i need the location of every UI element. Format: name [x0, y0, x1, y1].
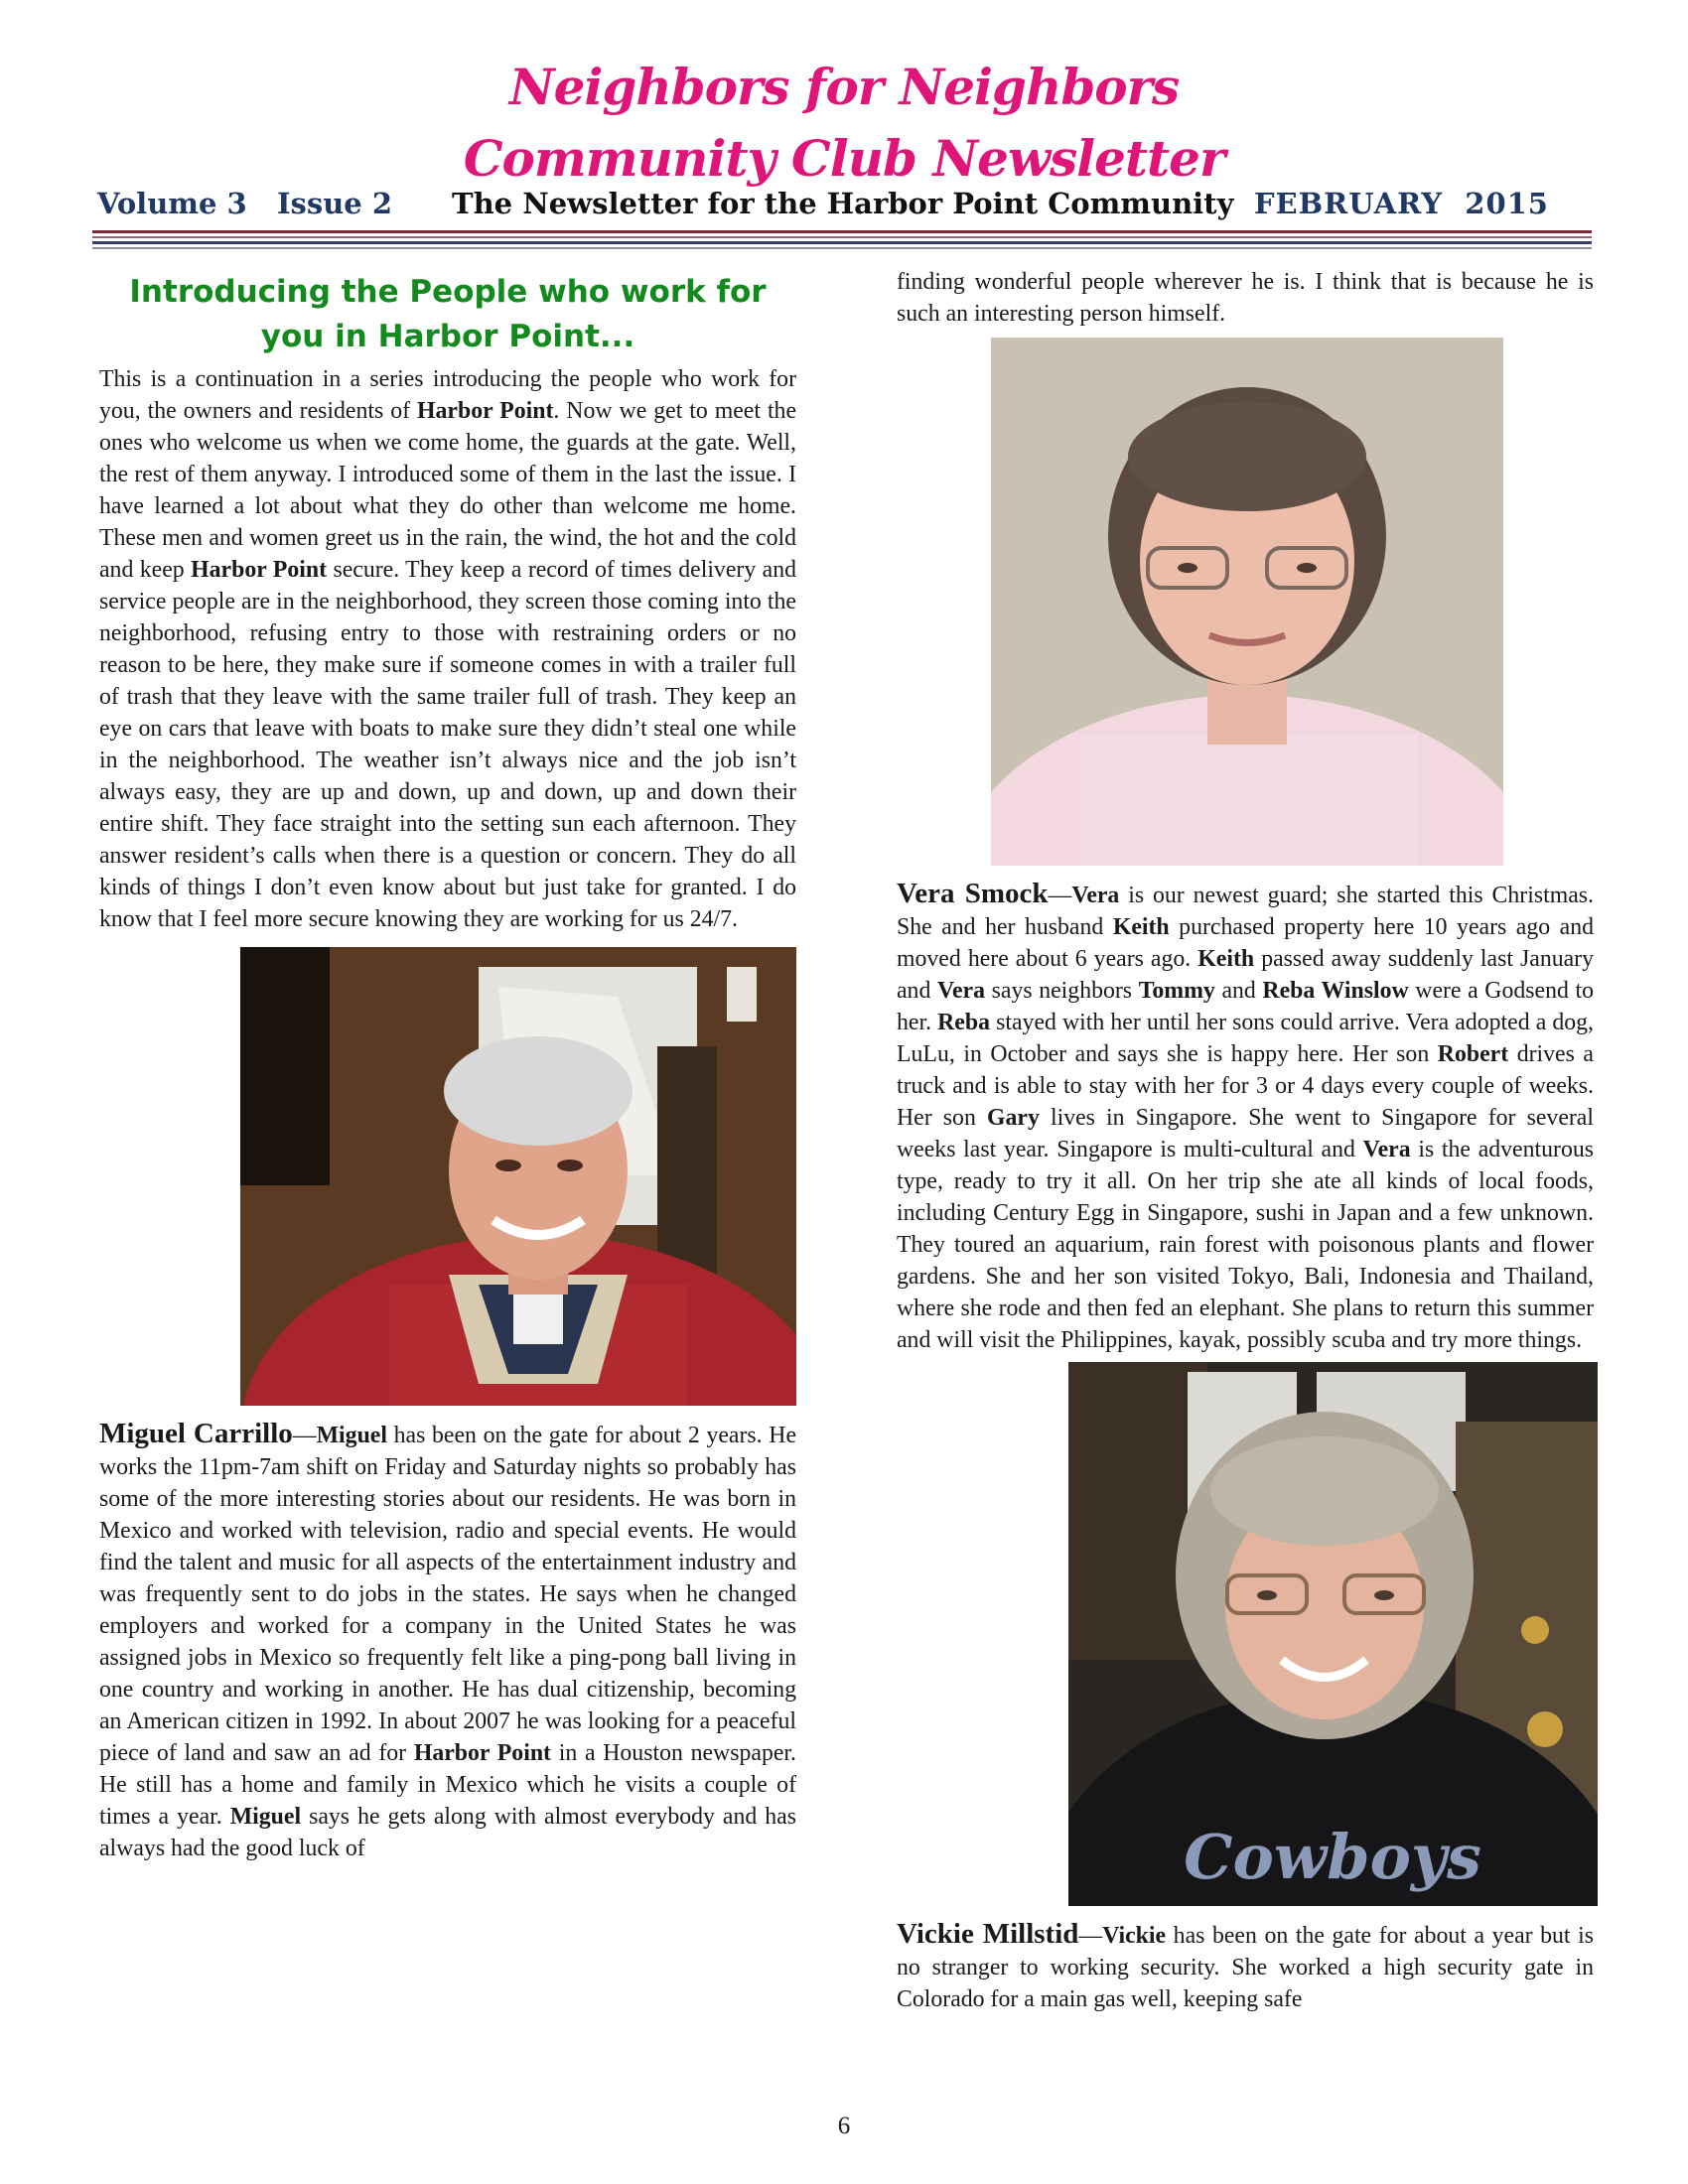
- issue-info-bar: [97, 187, 1549, 226]
- header-rule: [92, 236, 1592, 238]
- text-run: and: [1214, 978, 1263, 1004]
- text-run: lives in Singapore. She went to Singapore for several weeks last year. Singapore is multi-cultural and: [897, 1105, 1594, 1162]
- emphasized-name: Vera: [936, 978, 986, 1004]
- emphasized-name: Harbor Point: [191, 557, 328, 583]
- text-run: says he gets along with almost everybody and has always had the good luck of: [99, 1804, 796, 1861]
- emphasized-name: Harbor Point: [416, 398, 554, 424]
- article-title: Introducing the People who work for you in Harbor Point...: [129, 274, 767, 354]
- masthead-subtitle: Community Club Newsletter: [463, 129, 1225, 188]
- miguel-paragraph-continued: finding wonderful people wherever he is. I think that is because he is such an interesting person himself.: [897, 269, 1594, 327]
- header-rule: [92, 247, 1592, 249]
- svg-text:Cowboys: Cowboys: [1184, 1821, 1481, 1893]
- text-run: This is a continuation in a series introducing the people who work for you, the owners and residents of: [99, 366, 796, 424]
- header-rule: [92, 241, 1592, 244]
- left-column: [99, 266, 796, 1864]
- text-run: says neighbors: [985, 978, 1139, 1004]
- text-run: is the adventurous type, ready to try it all. On her trip she ate all kinds of local foods, including Century Egg in Singapore, sushi in Japan and a few unknown. They toured an aquarium, rain forest with poisonous plants and flower gardens. She and her son visited Tokyo, Bali, Indonesia and Thailand, where she rode and then fed an elephant. She plans to return this summer and will visit the Philippines, kayak, possibly scuba and try more things.: [897, 1137, 1595, 1353]
- emphasized-name: Vera: [1362, 1137, 1411, 1162]
- profile-name: Miguel Carrillo: [99, 1418, 293, 1449]
- emphasized-name: Reba Winslow: [1262, 978, 1409, 1004]
- vera-photo: [991, 338, 1503, 866]
- text-run: were a Godsend to her.: [897, 978, 1595, 1035]
- emphasized-name: Robert: [1437, 1041, 1509, 1067]
- text-run: . Now we get to meet the ones who welcome us when we come home, the guards at the gate. Well, the rest of them anyway. I introduced some of them in the last the issue. I have learned a lot about what they do other than welcome me home. These men and women greet us in the rain, the wind, the hot and the cold and keep: [99, 398, 797, 583]
- emphasized-name: Miguel: [229, 1804, 302, 1830]
- text-run: passed away suddenly last January and: [897, 946, 1595, 1004]
- vickie-photo: [1068, 1362, 1598, 1906]
- miguel-paragraph: [99, 1418, 796, 1864]
- emphasized-name: Vera: [1071, 883, 1120, 908]
- text-run: has been on the gate for about 2 years. He works the 11pm-7am shift on Friday and Saturday nights so probably has some of the more interesting stories about our residents. He was born in Mexico and worked with television, radio and special events. He would find the talent and music for all aspects of the entertainment industry and was frequently sent to do jobs in the states. He says when he changed employers and worked for a company in the United States he was assigned jobs in Mexico so frequently felt like a ping-pong ball living in one country and working in another. He has dual citizenship, becoming an American citizen in 1992. In about 2007 he was looking for a peaceful piece of land and saw an ad for: [99, 1423, 797, 1766]
- masthead-title: Neighbors for Neighbors: [508, 58, 1180, 116]
- text-run: in a Houston newspaper. He still has a home and family in Mexico which he visits a couple of times a year.: [99, 1740, 796, 1830]
- emphasized-name: Miguel: [316, 1423, 387, 1448]
- miguel-photo: [240, 947, 796, 1406]
- text-run: purchased property here 10 years ago and moved here about 6 years ago.: [897, 914, 1594, 972]
- profile-name: Vera Smock: [897, 878, 1049, 909]
- text-run: drives a truck and is able to stay with her for 3 or 4 days every couple of weeks. Her son: [897, 1041, 1594, 1131]
- emphasized-name: Keith: [1112, 914, 1170, 940]
- volume-issue: Volume 3 Issue 2: [97, 187, 393, 220]
- newsletter-tagline: The Newsletter for the Harbor Point Community: [452, 187, 1234, 220]
- emphasized-name: Gary: [986, 1105, 1040, 1131]
- emphasized-name: Vickie: [1102, 1923, 1167, 1949]
- vickie-paragraph: [897, 1918, 1594, 2015]
- emphasized-name: Tommy: [1138, 978, 1215, 1004]
- text-run: is our newest guard; she started this Christmas. She and her husband: [897, 883, 1594, 940]
- intro-paragraph: [99, 363, 796, 935]
- text-run: —: [1078, 1923, 1103, 1949]
- header-rule: [92, 230, 1592, 233]
- text-run: —: [1048, 883, 1072, 908]
- masthead: [0, 52, 1688, 195]
- right-column: [897, 266, 1594, 2015]
- emphasized-name: Harbor Point: [413, 1740, 551, 1766]
- profile-name: Vickie Millstid: [897, 1918, 1079, 1950]
- page-number: 6: [837, 2113, 851, 2139]
- issue-date: FEBRUARY 2015: [1253, 187, 1549, 220]
- vera-paragraph: [897, 878, 1594, 1356]
- emphasized-name: Keith: [1197, 946, 1255, 972]
- text-run: secure. They keep a record of times delivery and service people are in the neighborhood, they screen those coming into the neighborhood, refusing entry to those with restraining orders or no reason to be here, they make sure if someone comes in with a trailer full of trash that they leave with the same trailer full of trash. They keep an eye on cars that leave with boats to make sure they didn’t steal one while in the neighborhood. The weather isn’t always nice and the job isn’t always easy, they are up and down, up and down, up and down their entire shift. They face straight into the setting sun each afternoon. They answer resident’s calls when there is a question or concern. They do all kinds of things I don’t even know about but just take for granted. I do know that I feel more secure knowing they are working for us 24/7.: [99, 557, 797, 932]
- emphasized-name: Reba: [937, 1010, 991, 1035]
- text-run: stayed with her until her sons could arrive. Vera adopted a dog, LuLu, in October and says she is happy here. Her son: [897, 1010, 1594, 1067]
- text-run: has been on the gate for about a year but is no stranger to working security. She worked a high security gate in Colorado for a main gas well, keeping safe: [897, 1923, 1594, 2012]
- text-run: —: [292, 1423, 317, 1448]
